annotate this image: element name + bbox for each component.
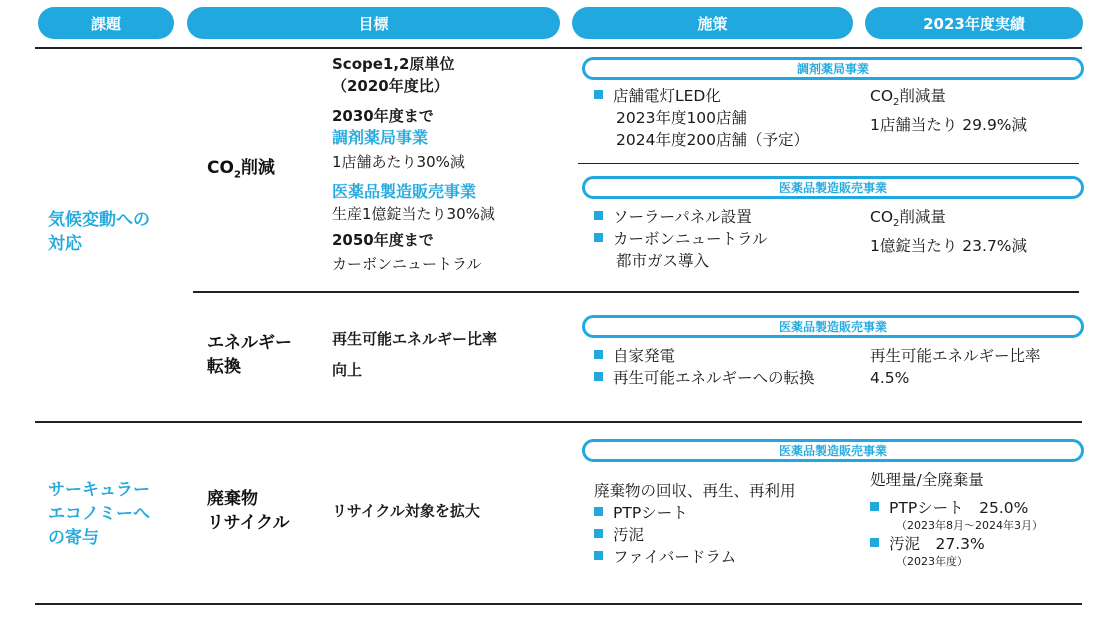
measure-pharmacy-item: 店舗電灯LED化	[594, 85, 809, 107]
header-result-label: 2023年度実績	[923, 14, 1025, 33]
issue-circular-line1: サーキュラー	[48, 480, 150, 500]
measure-manufacturing	[594, 206, 768, 272]
category-waste	[207, 487, 290, 535]
bullet-icon	[594, 90, 603, 99]
bullet-icon	[594, 211, 603, 220]
measure-manufacturing-item1: ソーラーパネル設置	[594, 206, 768, 228]
segment-manufacturing-energy-label: 医薬品製造販売事業	[778, 320, 887, 334]
header-measure-label: 施策	[697, 14, 728, 33]
category-co2-main: CO	[207, 158, 234, 178]
category-energy	[207, 331, 292, 379]
measure-energy-item2: 再生可能エネルギーへの転換	[594, 367, 815, 389]
measure-manufacturing-item2b: 都市ガス導入	[616, 252, 710, 270]
result-waste	[870, 469, 1043, 569]
category-energy-line2: 転換	[207, 357, 241, 377]
result-waste-item2-note: （2023年度）	[896, 555, 968, 568]
goal-energy	[332, 328, 497, 381]
measure-waste-item3: ファイバードラム	[594, 546, 796, 568]
bullet-icon	[594, 372, 603, 381]
measure-pharmacy-line3: 2024年度200店舗（予定）	[616, 131, 810, 149]
bullet-icon	[870, 502, 879, 511]
segment-manufacturing-co2	[582, 176, 1084, 199]
bullet-icon	[594, 507, 603, 516]
issue-circular-line2: エコノミーへ	[48, 504, 150, 524]
category-co2-sub: 2	[233, 169, 241, 181]
measure-manufacturing-item2: カーボンニュートラル	[594, 228, 768, 250]
bullet-icon	[594, 350, 603, 359]
result-waste-item2: 汚泥 27.3%	[870, 533, 1043, 555]
issue-climate-line2: 対応	[48, 234, 82, 254]
result-waste-item1-note: （2023年8月～2024年3月）	[896, 519, 1043, 532]
measure-pharmacy	[594, 85, 809, 151]
measure-energy	[594, 345, 815, 389]
result-pharmacy-value: 1店舗当たり 29.9%減	[870, 116, 1028, 135]
goal-co2-2050-target: カーボンニュートラル	[332, 255, 482, 273]
header-goal	[187, 7, 560, 39]
measure-waste-intro: 廃棄物の回収、再生、再利用	[594, 482, 796, 500]
category-waste-line1: 廃棄物	[207, 489, 258, 509]
segment-manufacturing-waste-label: 医薬品製造販売事業	[778, 444, 887, 458]
goal-waste: リサイクル対象を拡大	[332, 502, 480, 520]
header-measure	[572, 7, 853, 39]
result-pharmacy-label: $CO_2$削減量	[870, 87, 946, 109]
result-manufacturing-label: $CO_2$削減量	[870, 208, 946, 230]
goal-energy-line2: 向上	[332, 361, 363, 379]
category-waste-line2: リサイクル	[207, 513, 290, 533]
header-issue	[38, 7, 174, 39]
measure-pharmacy-line2: 2023年度100店舗	[616, 109, 748, 127]
goal-co2-2030: 2030年度まで	[332, 107, 434, 125]
header-result	[865, 7, 1083, 39]
category-co2	[207, 156, 275, 187]
goal-co2-biz1-target: 1店舗あたり30%減	[332, 153, 465, 171]
bullet-icon	[594, 529, 603, 538]
bullet-icon	[870, 538, 879, 547]
measure-energy-item1: 自家発電	[594, 345, 815, 367]
result-waste-label: 処理量/全廃棄量	[870, 471, 984, 489]
segment-pharmacy	[582, 57, 1084, 80]
goal-co2-basis2: （2020年度比）	[332, 77, 449, 95]
goal-co2-biz2-target: 生産1億錠当たり30%減	[332, 205, 495, 223]
category-energy-line1: エネルギー	[207, 333, 292, 353]
category-co2-rest: 削減	[240, 158, 275, 178]
measure-waste-item2: 汚泥	[594, 524, 796, 546]
segment-manufacturing-waste	[582, 439, 1084, 462]
goal-co2	[332, 53, 495, 275]
segment-manufacturing-energy	[582, 315, 1084, 338]
measure-waste	[594, 480, 796, 568]
header-issue-label: 課題	[90, 14, 121, 33]
issue-climate	[48, 208, 150, 256]
result-energy-label: 再生可能エネルギー比率	[870, 347, 1041, 365]
rule-top	[35, 47, 1082, 49]
result-manufacturing-value: 1億錠当たり 23.7%減	[870, 237, 1028, 256]
goal-co2-basis1: Scope1,2原単位	[332, 55, 455, 73]
measure-waste-item1: PTPシート	[594, 502, 796, 524]
result-pharmacy	[870, 85, 1027, 136]
rule-measure-split	[578, 163, 1079, 164]
result-energy	[870, 345, 1041, 389]
bullet-icon	[594, 551, 603, 560]
result-waste-item1: PTPシート 25.0%	[870, 497, 1043, 519]
issue-climate-line1: 気候変動への	[48, 210, 150, 230]
goal-energy-line1: 再生可能エネルギー比率	[332, 330, 498, 348]
segment-pharmacy-label: 調剤薬局事業	[796, 62, 869, 76]
goal-co2-biz2: 医薬品製造販売事業	[332, 182, 477, 201]
goal-co2-2050: 2050年度まで	[332, 231, 434, 249]
segment-manufacturing-co2-label: 医薬品製造販売事業	[778, 181, 887, 195]
rule-section	[35, 421, 1082, 423]
rule-co2-energy	[193, 291, 1079, 293]
goal-co2-biz1: 調剤薬局事業	[332, 128, 429, 147]
header-goal-label: 目標	[358, 14, 389, 33]
rule-bottom	[35, 603, 1082, 605]
issue-circular	[48, 478, 150, 550]
result-manufacturing	[870, 206, 1027, 257]
issue-circular-line3: の寄与	[48, 528, 99, 548]
bullet-icon	[594, 233, 603, 242]
result-energy-value: 4.5%	[870, 369, 910, 387]
